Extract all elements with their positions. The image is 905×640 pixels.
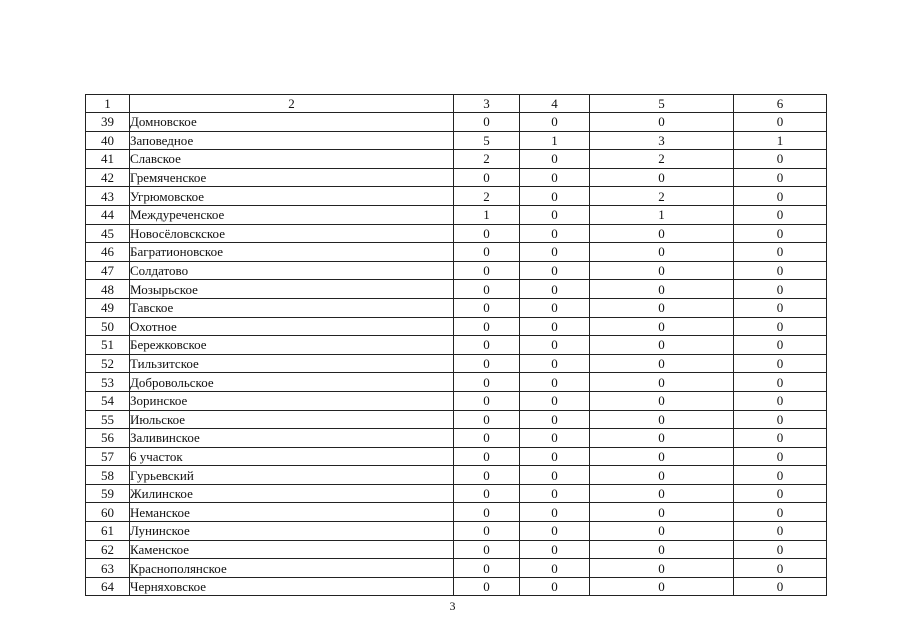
name-cell: 6 участок <box>130 447 454 466</box>
value-cell-6: 0 <box>734 224 827 243</box>
value-cell-4: 0 <box>520 354 590 373</box>
header-cell-2: 2 <box>130 95 454 113</box>
value-cell-4: 0 <box>520 410 590 429</box>
value-cell-6: 0 <box>734 168 827 187</box>
value-cell-5: 0 <box>590 540 734 559</box>
row-number-cell: 49 <box>86 298 130 317</box>
table-row <box>86 205 827 224</box>
value-cell-6: 0 <box>734 466 827 485</box>
value-cell-6: 0 <box>734 261 827 280</box>
row-number-cell: 40 <box>86 131 130 150</box>
name-cell: Заповедное <box>130 131 454 150</box>
value-cell-3: 1 <box>454 205 520 224</box>
name-cell: Заливинское <box>130 429 454 448</box>
value-cell-6: 0 <box>734 522 827 541</box>
value-cell-6: 0 <box>734 354 827 373</box>
value-cell-3: 0 <box>454 354 520 373</box>
value-cell-5: 0 <box>590 503 734 522</box>
name-cell: Гремяченское <box>130 168 454 187</box>
name-cell: Солдатово <box>130 261 454 280</box>
value-cell-6: 0 <box>734 187 827 206</box>
row-number-cell: 50 <box>86 317 130 336</box>
row-number-cell: 61 <box>86 522 130 541</box>
table-row <box>86 131 827 150</box>
table-row <box>86 373 827 392</box>
value-cell-3: 0 <box>454 298 520 317</box>
table-row <box>86 577 827 596</box>
name-cell: Новосёловскское <box>130 224 454 243</box>
value-cell-4: 0 <box>520 484 590 503</box>
name-cell: Мозырьское <box>130 280 454 299</box>
value-cell-6: 0 <box>734 429 827 448</box>
name-cell: Неманское <box>130 503 454 522</box>
value-cell-5: 0 <box>590 429 734 448</box>
table-row <box>86 243 827 262</box>
value-cell-5: 2 <box>590 150 734 169</box>
table-row <box>86 280 827 299</box>
value-cell-3: 0 <box>454 577 520 596</box>
value-cell-5: 0 <box>590 391 734 410</box>
header-cell-6: 6 <box>734 95 827 113</box>
value-cell-3: 0 <box>454 522 520 541</box>
table-row <box>86 336 827 355</box>
table-row <box>86 298 827 317</box>
name-cell: Охотное <box>130 317 454 336</box>
name-cell: Краснополянское <box>130 559 454 578</box>
table-row <box>86 391 827 410</box>
name-cell: Жилинское <box>130 484 454 503</box>
value-cell-4: 0 <box>520 298 590 317</box>
table-row <box>86 410 827 429</box>
value-cell-5: 1 <box>590 205 734 224</box>
value-cell-3: 2 <box>454 150 520 169</box>
value-cell-5: 0 <box>590 336 734 355</box>
value-cell-3: 0 <box>454 224 520 243</box>
row-number-cell: 41 <box>86 150 130 169</box>
value-cell-3: 0 <box>454 466 520 485</box>
table-row <box>86 447 827 466</box>
value-cell-6: 0 <box>734 484 827 503</box>
row-number-cell: 63 <box>86 559 130 578</box>
name-cell: Славское <box>130 150 454 169</box>
value-cell-4: 0 <box>520 280 590 299</box>
value-cell-3: 0 <box>454 336 520 355</box>
row-number-cell: 64 <box>86 577 130 596</box>
value-cell-6: 0 <box>734 243 827 262</box>
row-number-cell: 58 <box>86 466 130 485</box>
value-cell-5: 0 <box>590 484 734 503</box>
value-cell-3: 0 <box>454 373 520 392</box>
name-cell: Лунинское <box>130 522 454 541</box>
value-cell-4: 0 <box>520 540 590 559</box>
header-cell-4: 4 <box>520 95 590 113</box>
table-header-row <box>86 95 827 113</box>
value-cell-4: 0 <box>520 336 590 355</box>
value-cell-4: 0 <box>520 577 590 596</box>
row-number-cell: 62 <box>86 540 130 559</box>
value-cell-4: 1 <box>520 131 590 150</box>
value-cell-3: 2 <box>454 187 520 206</box>
value-cell-5: 0 <box>590 280 734 299</box>
table-row <box>86 317 827 336</box>
value-cell-4: 0 <box>520 187 590 206</box>
value-cell-4: 0 <box>520 205 590 224</box>
name-cell: Зоринское <box>130 391 454 410</box>
value-cell-4: 0 <box>520 224 590 243</box>
data-table <box>85 94 827 596</box>
table-row <box>86 466 827 485</box>
value-cell-6: 0 <box>734 298 827 317</box>
table-row <box>86 559 827 578</box>
value-cell-5: 2 <box>590 187 734 206</box>
name-cell: Гурьевский <box>130 466 454 485</box>
table-row <box>86 224 827 243</box>
value-cell-6: 0 <box>734 205 827 224</box>
value-cell-6: 0 <box>734 559 827 578</box>
value-cell-3: 0 <box>454 410 520 429</box>
value-cell-4: 0 <box>520 373 590 392</box>
value-cell-6: 0 <box>734 391 827 410</box>
value-cell-3: 0 <box>454 540 520 559</box>
value-cell-5: 3 <box>590 131 734 150</box>
value-cell-3: 0 <box>454 261 520 280</box>
row-number-cell: 53 <box>86 373 130 392</box>
table-row <box>86 354 827 373</box>
name-cell: Каменское <box>130 540 454 559</box>
value-cell-3: 0 <box>454 168 520 187</box>
value-cell-6: 0 <box>734 373 827 392</box>
value-cell-6: 0 <box>734 410 827 429</box>
value-cell-5: 0 <box>590 559 734 578</box>
value-cell-5: 0 <box>590 466 734 485</box>
row-number-cell: 59 <box>86 484 130 503</box>
value-cell-4: 0 <box>520 243 590 262</box>
row-number-cell: 42 <box>86 168 130 187</box>
value-cell-3: 0 <box>454 391 520 410</box>
name-cell: Июльское <box>130 410 454 429</box>
value-cell-4: 0 <box>520 113 590 132</box>
row-number-cell: 43 <box>86 187 130 206</box>
table-row <box>86 187 827 206</box>
value-cell-5: 0 <box>590 354 734 373</box>
name-cell: Домновское <box>130 113 454 132</box>
row-number-cell: 51 <box>86 336 130 355</box>
value-cell-4: 0 <box>520 503 590 522</box>
value-cell-3: 0 <box>454 503 520 522</box>
value-cell-3: 0 <box>454 280 520 299</box>
header-cell-3: 3 <box>454 95 520 113</box>
row-number-cell: 52 <box>86 354 130 373</box>
row-number-cell: 55 <box>86 410 130 429</box>
value-cell-5: 0 <box>590 261 734 280</box>
row-number-cell: 54 <box>86 391 130 410</box>
value-cell-4: 0 <box>520 317 590 336</box>
value-cell-4: 0 <box>520 391 590 410</box>
name-cell: Бережковское <box>130 336 454 355</box>
table-row <box>86 484 827 503</box>
value-cell-4: 0 <box>520 168 590 187</box>
name-cell: Тильзитское <box>130 354 454 373</box>
table-row <box>86 522 827 541</box>
header-cell-5: 5 <box>590 95 734 113</box>
name-cell: Тавское <box>130 298 454 317</box>
value-cell-4: 0 <box>520 559 590 578</box>
name-cell: Междуреченское <box>130 205 454 224</box>
value-cell-3: 0 <box>454 113 520 132</box>
value-cell-6: 0 <box>734 540 827 559</box>
value-cell-5: 0 <box>590 168 734 187</box>
value-cell-6: 0 <box>734 503 827 522</box>
value-cell-4: 0 <box>520 261 590 280</box>
header-cell-1: 1 <box>86 95 130 113</box>
value-cell-4: 0 <box>520 429 590 448</box>
row-number-cell: 39 <box>86 113 130 132</box>
value-cell-3: 0 <box>454 243 520 262</box>
value-cell-3: 5 <box>454 131 520 150</box>
value-cell-3: 0 <box>454 447 520 466</box>
value-cell-4: 0 <box>520 522 590 541</box>
name-cell: Угрюмовское <box>130 187 454 206</box>
row-number-cell: 57 <box>86 447 130 466</box>
value-cell-6: 0 <box>734 150 827 169</box>
table-row <box>86 503 827 522</box>
row-number-cell: 60 <box>86 503 130 522</box>
table-row <box>86 168 827 187</box>
value-cell-5: 0 <box>590 298 734 317</box>
value-cell-3: 0 <box>454 317 520 336</box>
value-cell-5: 0 <box>590 373 734 392</box>
value-cell-4: 0 <box>520 150 590 169</box>
name-cell: Добровольское <box>130 373 454 392</box>
value-cell-3: 0 <box>454 429 520 448</box>
row-number-cell: 47 <box>86 261 130 280</box>
row-number-cell: 46 <box>86 243 130 262</box>
value-cell-6: 0 <box>734 317 827 336</box>
page-number: 3 <box>449 599 456 613</box>
value-cell-6: 0 <box>734 280 827 299</box>
value-cell-6: 1 <box>734 131 827 150</box>
row-number-cell: 45 <box>86 224 130 243</box>
value-cell-5: 0 <box>590 113 734 132</box>
row-number-cell: 48 <box>86 280 130 299</box>
value-cell-3: 0 <box>454 484 520 503</box>
value-cell-6: 0 <box>734 336 827 355</box>
value-cell-3: 0 <box>454 559 520 578</box>
table-body <box>86 113 827 596</box>
value-cell-5: 0 <box>590 447 734 466</box>
value-cell-6: 0 <box>734 447 827 466</box>
row-number-cell: 56 <box>86 429 130 448</box>
value-cell-5: 0 <box>590 522 734 541</box>
row-number-cell: 44 <box>86 205 130 224</box>
value-cell-5: 0 <box>590 243 734 262</box>
value-cell-5: 0 <box>590 410 734 429</box>
value-cell-6: 0 <box>734 577 827 596</box>
value-cell-4: 0 <box>520 447 590 466</box>
value-cell-5: 0 <box>590 224 734 243</box>
table-row <box>86 113 827 132</box>
value-cell-6: 0 <box>734 113 827 132</box>
table-row <box>86 540 827 559</box>
value-cell-5: 0 <box>590 577 734 596</box>
table-row <box>86 150 827 169</box>
name-cell: Черняховское <box>130 577 454 596</box>
value-cell-5: 0 <box>590 317 734 336</box>
table-row <box>86 261 827 280</box>
table-row <box>86 429 827 448</box>
value-cell-4: 0 <box>520 466 590 485</box>
name-cell: Багратионовское <box>130 243 454 262</box>
